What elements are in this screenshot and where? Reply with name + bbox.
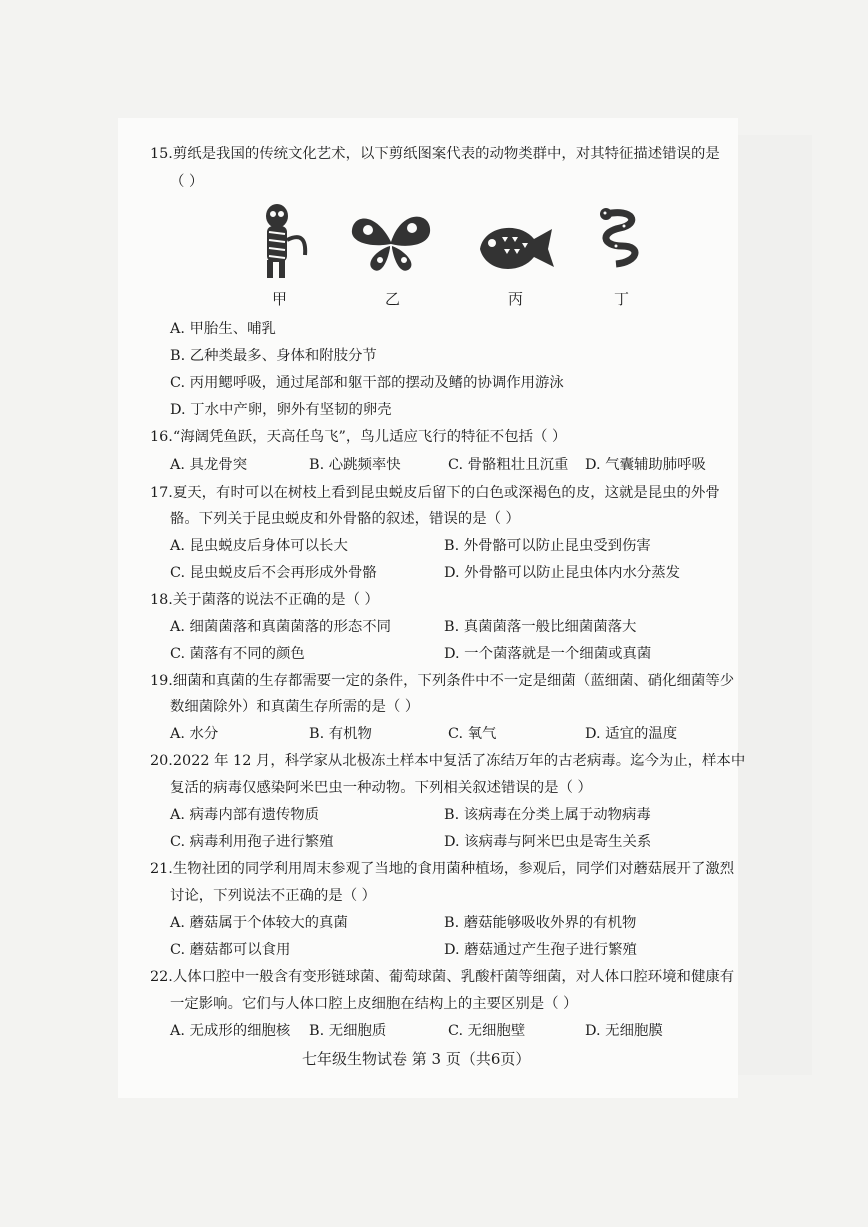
q16-line1: 16.“海阔凭鱼跃，天高任鸟飞”，鸟儿适应飞行的特征不包括（ ） <box>150 429 567 445</box>
q21-line2: 讨论，下列说法不正确的是（ ） <box>170 888 377 904</box>
q18-option-b: B. 真菌菌落一般比细菌菌落大 <box>444 619 637 635</box>
q19-line1: 19.细菌和真菌的生存都需要一定的条件，下列条件中不一定是细菌（蓝细菌、硝化细菌等少 <box>150 673 735 689</box>
q17-line2: 骼。下列关于昆虫蜕皮和外骨骼的叙述，错误的是（ ） <box>170 511 520 527</box>
q22-option-b: B. 无细胞质 <box>309 1023 387 1039</box>
q18-line1: 18.关于菌落的说法不正确的是（ ） <box>150 592 379 608</box>
butterfly-papercut-icon <box>346 208 436 276</box>
q17-option-c: C. 昆虫蜕皮后不会再形成外骨骼 <box>170 565 377 581</box>
q20-line2: 复活的病毒仅感染阿米巴虫一种动物。下列相关叙述错误的是（ ） <box>170 780 592 796</box>
q19-option-c: C. 氧气 <box>448 726 497 742</box>
q20-option-b: B. 该病毒在分类上属于动物病毒 <box>444 807 651 823</box>
q16-option-b: B. 心跳频率快 <box>309 457 401 473</box>
q19-option-d: D. 适宜的温度 <box>585 726 678 742</box>
q19-option-a: A. 水分 <box>170 726 219 742</box>
q19-line2: 数细菌除外）和真菌生存所需的是（ ） <box>170 699 420 715</box>
q20-line1: 20.2022 年 12 月，科学家从北极冻土样本中复活了冻结万年的古老病毒。迄今为止，样本中 <box>150 753 746 769</box>
q19-option-b: B. 有机物 <box>309 726 372 742</box>
q22-line2: 一定影响。它们与人体口腔上皮细胞在结构上的主要区别是（ ） <box>170 996 578 1012</box>
q15-option-a: A. 甲胎生、哺乳 <box>170 321 276 337</box>
q22-option-a: A. 无成形的细胞核 <box>170 1023 291 1039</box>
q16-option-c: C. 骨骼粗壮且沉重 <box>448 457 569 473</box>
q15-option-b: B. 乙种类最多、身体和附肢分节 <box>170 348 377 364</box>
q15-option-c: C. 丙用鳃呼吸，通过尾部和躯干部的摆动及鳍的协调作用游泳 <box>170 375 564 391</box>
q22-option-d: D. 无细胞膜 <box>585 1023 663 1039</box>
q17-option-d: D. 外骨骼可以防止昆虫体内水分蒸发 <box>444 565 681 581</box>
q22-option-c: C. 无细胞壁 <box>448 1023 526 1039</box>
q21-option-b: B. 蘑菇能够吸收外界的有机物 <box>444 915 637 931</box>
q18-option-d: D. 一个菌落就是一个细菌或真菌 <box>444 646 652 662</box>
q22-line1: 22.人体口腔中一般含有变形链球菌、葡萄球菌、乳酸杆菌等细菌，对人体口腔环境和健康有 <box>150 969 735 985</box>
figure-label-jia: 甲 <box>272 290 288 308</box>
page-footer: 七年级生物试卷 第 3 页（共6页） <box>302 1050 531 1068</box>
q16-option-a: A. 具龙骨突 <box>170 457 248 473</box>
fish-papercut-icon <box>474 215 556 277</box>
figure-label-bing: 丙 <box>508 290 524 308</box>
q18-option-a: A. 细菌菌落和真菌菌落的形态不同 <box>170 619 392 635</box>
q15-option-d: D. 丁水中产卵，卵外有坚韧的卵壳 <box>170 402 392 418</box>
q17-option-a: A. 昆虫蜕皮后身体可以长大 <box>170 538 348 554</box>
figure-label-ding: 丁 <box>614 290 630 308</box>
q20-option-d: D. 该病毒与阿米巴虫是寄生关系 <box>444 834 652 850</box>
q17-option-b: B. 外骨骼可以防止昆虫受到伤害 <box>444 538 651 554</box>
q16-option-d: D. 气囊辅助肺呼吸 <box>585 457 706 473</box>
snake-papercut-icon <box>594 204 646 270</box>
q20-option-a: A. 病毒内部有遗传物质 <box>170 807 320 823</box>
tiger-papercut-icon <box>255 200 313 282</box>
scan-edge <box>738 135 812 1075</box>
q15-line2: （ ） <box>170 174 204 190</box>
q15-line1: 15.剪纸是我国的传统文化艺术，以下剪纸图案代表的动物类群中，对其特征描述错误的是 <box>150 146 720 162</box>
q20-option-c: C. 病毒利用孢子进行繁殖 <box>170 834 334 850</box>
q21-line1: 21.生物社团的同学利用周末参观了当地的食用菌种植场，参观后，同学们对蘑菇展开了激烈 <box>150 861 735 877</box>
q21-option-a: A. 蘑菇属于个体较大的真菌 <box>170 915 348 931</box>
figure-label-yi: 乙 <box>385 290 401 308</box>
q21-option-d: D. 蘑菇通过产生孢子进行繁殖 <box>444 942 637 958</box>
q17-line1: 17.夏天，有时可以在树枝上看到昆虫蜕皮后留下的白色或深褐色的皮，这就是昆虫的外骨 <box>150 485 720 501</box>
q18-option-c: C. 菌落有不同的颜色 <box>170 646 305 662</box>
q21-option-c: C. 蘑菇都可以食用 <box>170 942 291 958</box>
